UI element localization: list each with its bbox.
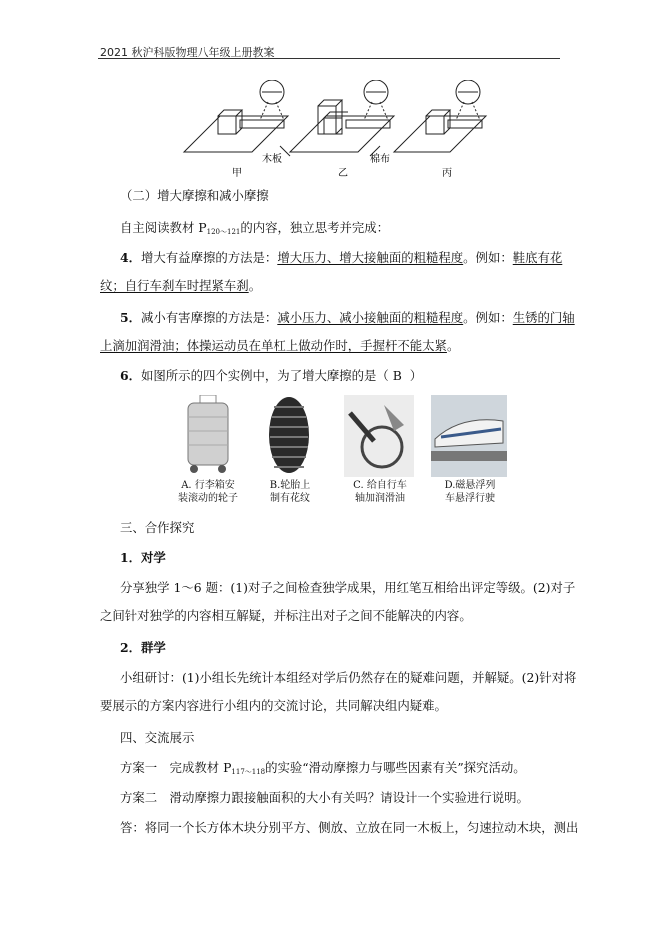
qunxue-text-line2: 要展示的方案内容进行小组内的交流讨论，共同解决组内疑难。 [100, 698, 447, 713]
caption-d: D.磁悬浮列 车悬浮行驶 [444, 480, 496, 504]
qunxue-title: 2．群学 [120, 640, 166, 655]
section-2-intro: 自主阅读教材 $P_{120\sim 121}$的内容，独立思考并完成： [120, 220, 390, 236]
section-2-heading: （二）增大摩擦和减小摩擦 [120, 188, 269, 203]
label-jia: 甲 [232, 168, 242, 179]
qunxue-text-line1: 小组研讨：(1)小组长先统计本组经对学后仍然存在的疑难问题，并解疑。(2)针对将 [120, 670, 577, 685]
section-3-heading: 三、合作探究 [120, 520, 195, 535]
maglev-train-icon [431, 395, 507, 477]
plan-1: 方案一 完成教材 $P_{117\sim 118}$的实验“滑动摩擦力与哪些因素有关”探究活动。 [120, 760, 526, 776]
question-6-answer: B [392, 368, 402, 383]
plan-2-answer: 答：将同一个长方体木块分别平方、侧放、立放在同一木板上，匀速拉动木块，测出 [120, 820, 579, 835]
label-yi: 乙 [338, 168, 348, 179]
picture-c-bicycle-oil [344, 395, 414, 481]
bicycle-oil-icon [344, 395, 414, 477]
picture-d-maglev [431, 395, 507, 481]
picture-b-tire [264, 395, 314, 481]
section-4-heading: 四、交流展示 [120, 730, 195, 745]
caption-b: B.轮胎上 制有花纹 [269, 480, 311, 504]
friction-experiment-figure [180, 80, 490, 180]
label-mianbu: 棉布 [370, 154, 390, 165]
label-muban: 木板 [262, 154, 282, 165]
question-5-line1: 5．减小有害摩擦的方法是：减小压力、减小接触面的粗糙程度。例如：生锈的门轴 [120, 310, 575, 325]
label-bing: 丙 [442, 168, 452, 179]
duixue-text-line2: 之间针对独学的内容相互解疑，并标注出对子之间不能解决的内容。 [100, 608, 472, 623]
question-4-line1: 4．增大有益摩擦的方法是：增大压力、增大接触面的粗糙程度。例如：鞋底有花 [120, 250, 563, 265]
luggage-icon [178, 395, 238, 477]
question-6: 6．如图所示的四个实例中，为了增大摩擦的是（ B ） [120, 368, 423, 383]
question-5-line2: 上滴加润滑油；体操运动员在单杠上做动作时，手握杆不能太紧。 [100, 338, 460, 353]
tire-icon [264, 395, 314, 477]
header-divider [98, 58, 560, 59]
plan-2: 方案二 滑动摩擦力跟接触面积的大小有关吗？请设计一个实验进行说明。 [120, 790, 529, 805]
picture-a-luggage [178, 395, 238, 481]
caption-a: A. 行李箱安 装滚动的轮子 [178, 480, 238, 504]
duixue-title: 1．对学 [120, 550, 166, 565]
question-4-line2: 纹；自行车刹车时捏紧车刹。 [100, 278, 262, 293]
caption-c: C. 给自行车 轴加润滑油 [353, 480, 407, 504]
page-header: 2021 秋沪科版物理八年级上册教案 [100, 46, 275, 59]
duixue-text-line1: 分享独学 1～6 题：(1)对子之间检查独学成果，用红笔互相给出评定等级。(2)对子 [120, 580, 576, 595]
